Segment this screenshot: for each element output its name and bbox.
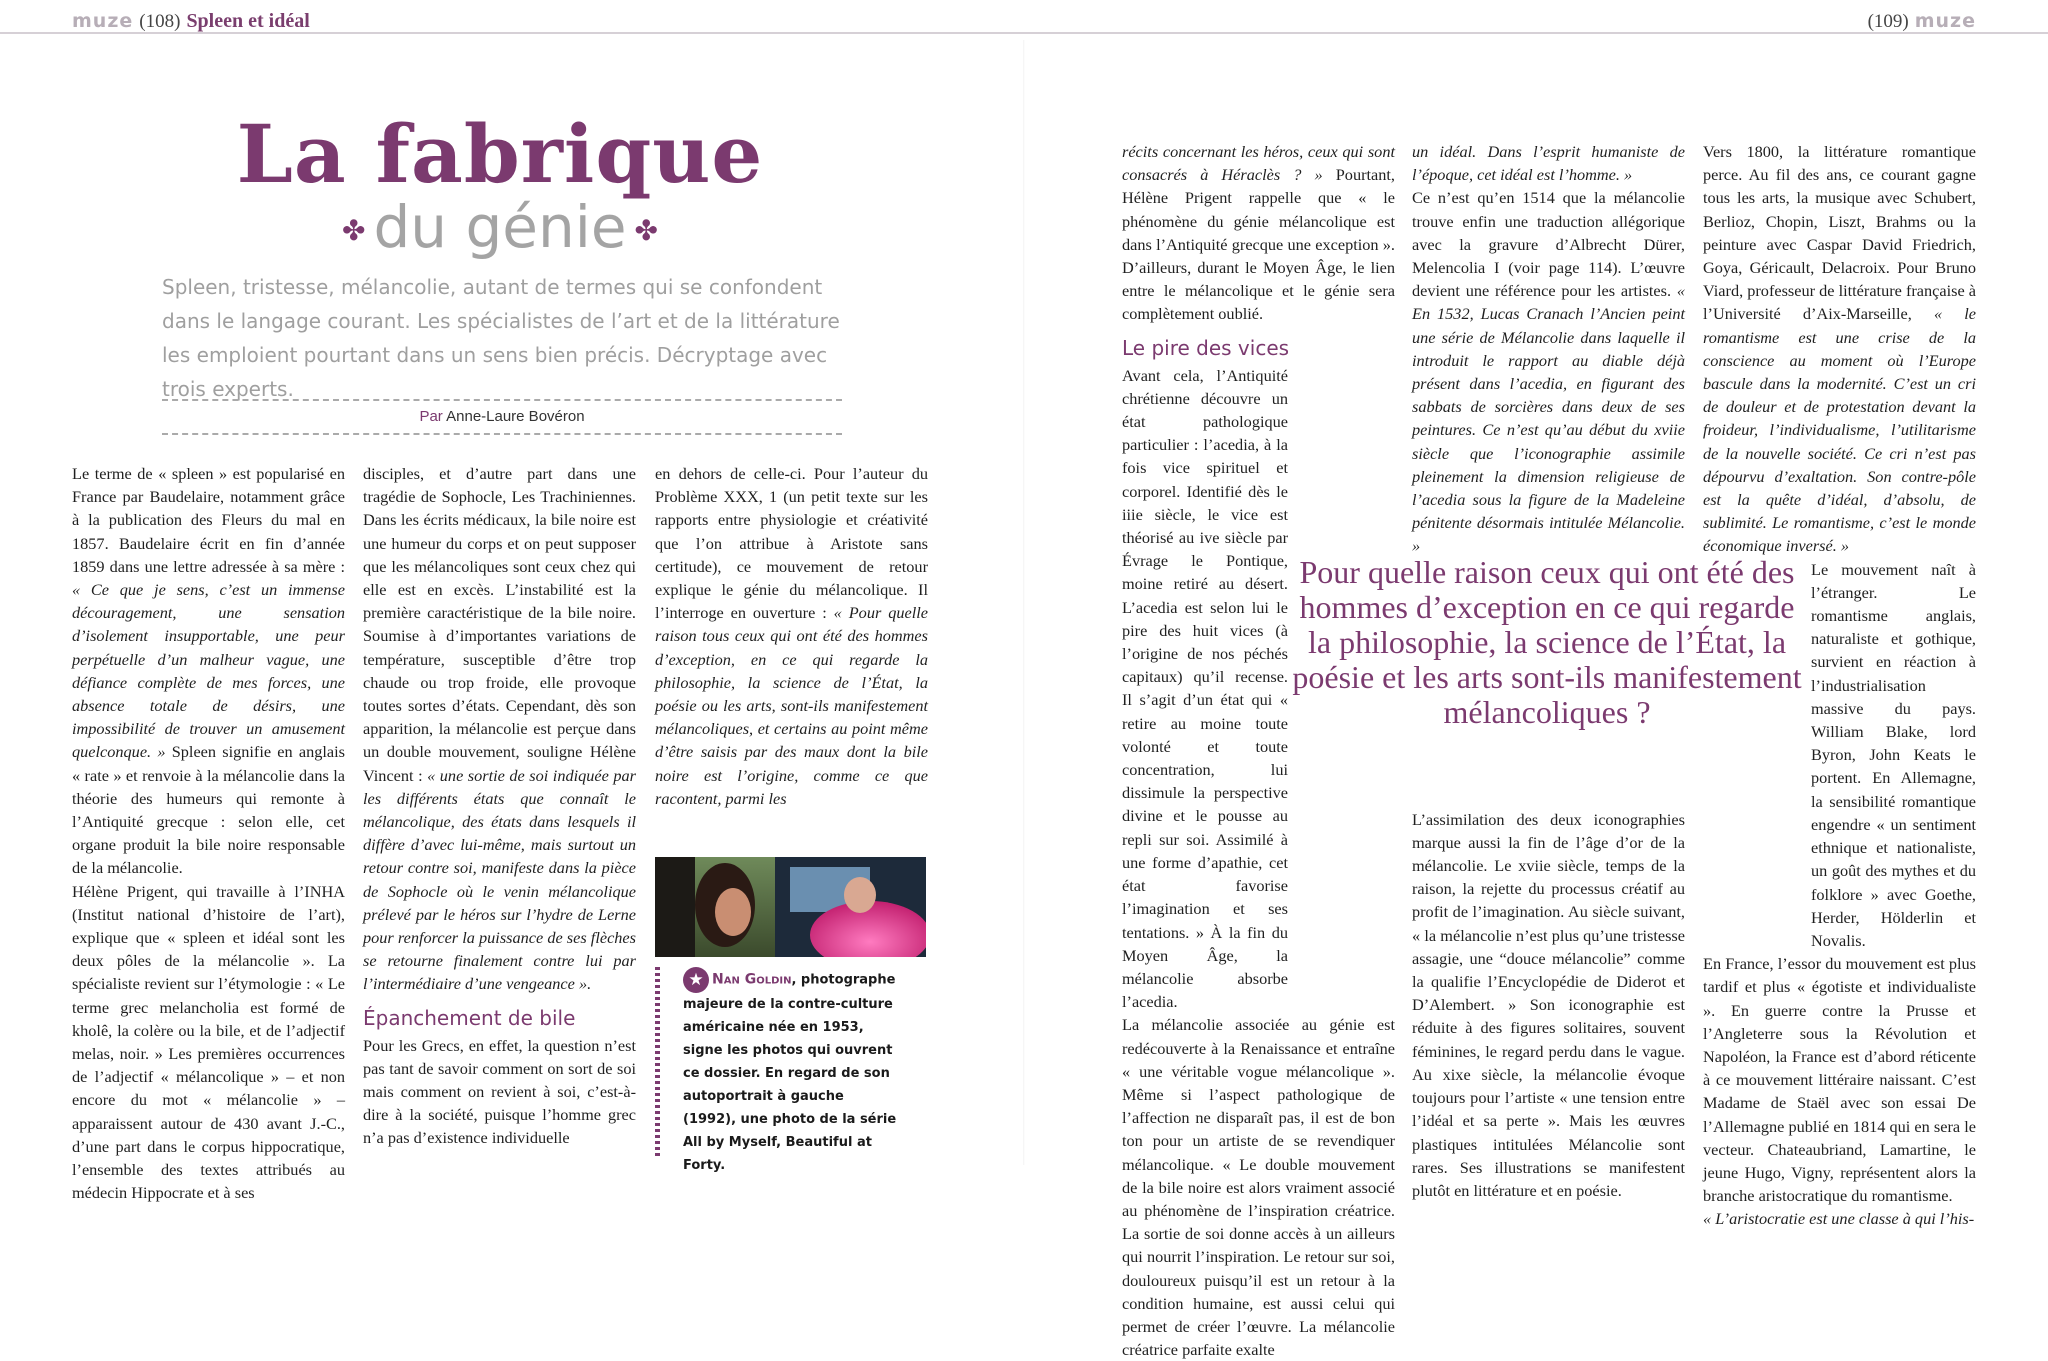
section-heading: Le pire des vices — [1122, 335, 1290, 360]
text-run: Le terme de « spleen » est popularisé en France par Baudelaire, notamment grâce à la publication des Fleurs du mal en 1857. Baudelaire écrit en fin d’année 1859 dans une lettre adressée à sa mère : — [72, 464, 345, 576]
paragraph: Le mouvement naît à l’étranger. Le romantisme anglais, naturaliste et gothique, survient en réaction à l’industrialisation massive du pays. William Blake, lord Byron, John Keats le portent. En Allemagne, la sensibilité romantique engendre « un sentiment ethnique et nationaliste, un goût des mythes et du folklore » avec Goethe, Herder, Hölderlin et Novalis. — [1811, 559, 1976, 950]
text-run: Vers 1800, la littérature romantique perce. Au fil des ans, ce courant gagne tous les arts, la musique avec Schubert, Berlioz, Chopin, Liszt, Brahms ou la peinture avec Caspar David Friedrich, Goya, Géricault, Delacroix. Pour Bruno Viard, professeur de littérature française à l’Université d’Aix-Marseille, — [1703, 142, 1976, 324]
paragraph — [655, 462, 928, 810]
text-run: en dehors de celle-ci. Pour l’auteur du Problème XXX, 1 (un petit texte sur les rapports entre physiologie et créativité que l’on attribue à Aristote sans certitude), ce mouvement de retour explique le génie du mélancolique. Il l’interroge en ouverture : — [655, 464, 928, 623]
paragraph — [1703, 1207, 1976, 1230]
brand-logo-right: muze — [1914, 10, 1976, 32]
quote: « Ce que je sens, c’est un immense découragement, une sensation d’isolement insupportable, une peur perpétuelle d’un malheur vague, une défiance complète de mes forces, une absence totale de désirs, une impossibilité de trouver un amusement quelconque. » — [72, 580, 345, 762]
text-column-3 — [655, 462, 928, 810]
text-run: disciples, et d’autre part dans une tragédie de Sophocle, Les Trachiniennes. Dans les écrits médicaux, la bile noire est une humeur du corps et on peut supposer que les mélancoliques sont ceux chez qui elle est en excès. L’instabilité est la première caractéristique de la bile noire. Soumise à d’importantes variations de température, susceptible d’être trop chaude ou trop froide, elle provoque toutes sortes d’états. Cependant, dès son apparition, la mélancolie est perçue dans un double mouvement, souligne Hélène Vincent : — [363, 464, 636, 785]
quote: un idéal. Dans l’esprit humaniste de l’époque, cet idéal est l’homme. » — [1412, 142, 1685, 185]
quote: « L’aristocratie est une classe à qui l’his- — [1703, 1209, 1975, 1229]
running-header — [0, 0, 2048, 34]
paragraph — [72, 462, 345, 880]
paragraph: En France, l’essor du mouvement est plus tardif et plus « égotiste et individualiste ». En guerre contre la Prusse et l’Angleterre sous la Révolution et Napoléon, la France est d’abord réticente à ce mouvement littéraire naissant. C’est Madame de Staël avec son essai De l’Allemagne publié en 1814 qui en sera le vecteur. Chateaubriand, Lamartine, le jeune Hugo, Vigny, représentent alors la branche aristocratique du romantisme. — [1703, 954, 1976, 1206]
page-gutter — [1023, 40, 1025, 1165]
header-left — [72, 10, 310, 33]
paragraph — [1703, 140, 1976, 558]
byline-author: Anne-Laure Bovéron — [446, 408, 585, 425]
section-title: Spleen et idéal — [186, 10, 310, 32]
text-column-4 — [1122, 140, 1395, 1361]
quote: « une sortie de soi indiquée par les différents états que connaît le mélancolique, des états dans lesquels il diffère d’avec lui-même, mais surtout un retour contre soi, manifeste dans la pièce de Sophocle où le venin mélancolique prélevé par le héros sur l’hydre de Lerne pour renforcer la puissance de ses flèches se retourne finalement contre lui par l’intermédiaire d’une vengeance ». — [363, 765, 636, 994]
pull-quote: Pour quelle raison ceux qui ont été des hommes d’exception en ce qui regarde la philosophie, la science de l’État, la poésie et les arts sont-ils manifestement mélancoliques ? — [1292, 554, 1802, 730]
paragraph — [1412, 140, 1685, 186]
star-icon: ★ — [683, 967, 709, 993]
photo-image — [655, 857, 926, 957]
quote: récits concernant les héros, ceux qui sont consacrés à Héraclès ? » — [1122, 142, 1395, 185]
paragraph — [363, 462, 636, 996]
ornament-right-icon: ✤ — [634, 213, 658, 247]
text-column-1 — [72, 462, 345, 1205]
paragraph: Pour les Grecs, en effet, la question n’est pas tant de savoir comment on sort de soi mais comment on revient à soi, c’est-à-dire à la société, puisque l’homme grec n’a pas d’existence individuelle — [363, 1035, 636, 1148]
paragraph — [1412, 186, 1685, 557]
paragraph: La mélancolie associée au génie est redécouverte à la Renaissance et entraîne « une véritable vogue mélancolique ». Même si l’aspect pathologique de l’affection ne disparaît pas, il est de bon ton pour un artiste de se revendiquer mélancolique. « Le double mouvement de la bile noire est alors vraiment associé au phénomène de l’inspiration créatrice. La sortie de soi donne accès à un ailleurs qui nourrit l’inspiration. Le retour sur soi, douloureux puisqu’il est un retour à la condition humaine, est aussi celui qui permet de créer l’œuvre. La mélancolie créatrice parfaite exalte — [1122, 1015, 1395, 1360]
section-heading: Épanchement de bile — [363, 1005, 576, 1030]
paragraph — [1122, 140, 1395, 326]
photo-caption — [683, 967, 898, 1177]
byline-label: Par — [419, 408, 443, 425]
article-title: La fabrique — [236, 107, 764, 201]
article-lede: Spleen, tristesse, mélancolie, autant de termes qui se confondent dans le langage courant. Les spécialistes de l’art et de la littérature les emploient pourtant dans un sens bien précis. Décryptage avec trois experts. — [162, 275, 840, 401]
text-run: Pourtant, Hélène Prigent rappelle que « le phénomène du génie mélancolique est dans l’Antiquité grecque une exception ». D’ailleurs, durant le Moyen Âge, le lien entre le mélancolique et le génie sera complètement oublié. — [1122, 165, 1395, 324]
article-subtitle — [150, 192, 850, 266]
subtitle-text: du génie — [373, 193, 627, 261]
header-right — [1862, 10, 1976, 33]
paragraph: L’assimilation des deux iconographies marque aussi la fin de l’âge d’or de la mélancolie. Le xviie siècle, temps de la raison, la rejette du processus créatif au profit de l’imagination. Au siècle suivant, « la mélancolie n’est plus qu’une tristesse assagie, une “douce mélancolie” comme la qualifie l’Encyclopédie de Diderot et D’Alembert. » Son iconographie est réduite à des figures solitaires, souvent féminines, le regard perdu dans le vague. Au xixe siècle, la mélancolie évoque toujours pour l’artiste « une tension entre l’idéal et sa perte ». Mais les œuvres plastiques intitulées Mélancolie sont rares. Ses illustrations se manifestent plutôt en littérature et en poésie. — [1412, 809, 1685, 1200]
caption-text: , photographe majeure de la contre-culture américaine née en 1953, signe les photos qui ouvrent ce dossier. En regard de son autoportrait à gauche (1992), une photo de la série All by Myself, Beautiful at Forty. — [683, 972, 897, 1173]
paragraph: Hélène Prigent, qui travaille à l’INHA (Institut national d’histoire de l’art), explique que « spleen et idéal sont les deux pôles de la mélancolie ». La spécialiste revient sur l’étymologie : « Le terme grec melancholia est formé de kholê, la colère ou la bile, et de l’adjectif melas, noir. » Les premières occurrences de l’adjectif « mélancolique » – et non encore du mot « mélancolie » – apparaissent autour de 430 avant J.-C., d’une part dans le corpus hippocratique, l’ensemble des textes attribués au médecin Hippocrate et à ses — [72, 881, 345, 1203]
caption-name: Nan Goldin — [712, 971, 792, 988]
quote: « En 1532, Lucas Cranach l’Ancien peint une série de Mélancolie dans laquelle il introduit le rapport au diable déjà présent dans l’acedia, en figurant des sabbats de sorcières dans deux de ses peintures. Ce n’est qu’au début du xviie siècle que l’iconographie assimile pleinement la dimension religieuse de l’acedia sous la figure de la Madeleine pénitente désormais intitulée Mélancolie. » — [1412, 281, 1685, 556]
brand-logo-left: muze — [72, 10, 134, 32]
text-run: Ce n’est qu’en 1514 que la mélancolie trouve enfin une traduction allégorique avec la gravure d’Albrecht Dürer, Melencolia I (voir page 114). L’œuvre devient une référence pour les artistes. — [1412, 188, 1685, 301]
page-number-right: (109) — [1867, 11, 1909, 32]
quote: « le romantisme est une crise de la conscience au moment où l’Europe bascule dans la modernité. C’est un cri de douleur et de protestation devant la froideur, l’individualisme, l’utilitarisme de la nouvelle société. Ce cri n’est pas dépourvu d’exaltation. Son contre-pôle est la quête d’idéal, d’absolu, de sublimité. Le romantisme, c’est le monde économique inversé. » — [1703, 304, 1976, 556]
quote: « Pour quelle raison tous ceux qui ont été des hommes d’exception, en ce qui regarde la philosophie, la science de l’État, la poésie ou les arts, sont-ils manifestement mélancoliques, et certains au point même d’être saisis par des maux dont la bile noire est l’origine, comme ce que racontent, parmi les — [655, 603, 928, 808]
paragraph: Avant cela, l’Antiquité chrétienne découvre un état pathologique particulier : l’acedia, à la fois vice spirituel et corporel. Identifié dès le iiie siècle, le vice est théorisé au ive siècle par Évrage le Pontique, moine retiré au désert. L’acedia est selon lui le pire des huit vices (à l’origine de nos péchés capitaux) qu’il recense. Il s’agit d’un état qui « retire au moine toute volonté et toute concentration, lui dissimule la perspective divine et le pousse au repli sur soi. Assimilé à une forme d’apathie, cet état favorise l’imagination et ses tentations. » À la fin du Moyen Âge, la mélancolie absorbe l’acedia. — [1122, 365, 1288, 1012]
article-photo — [655, 857, 926, 957]
ornament-left-icon: ✤ — [341, 213, 366, 247]
text-column-2 — [363, 462, 636, 1150]
caption-rule — [655, 967, 660, 1157]
page-number-left: (108) — [139, 11, 181, 32]
text-run: Spleen signifie en anglais « rate » et renvoie à la mélancolie dans la théorie des humeurs qui remonte à l’Antiquité grecque : selon elle, cet organe produit la bile noire responsable de la mélancolie. — [72, 742, 346, 878]
byline — [162, 399, 842, 435]
